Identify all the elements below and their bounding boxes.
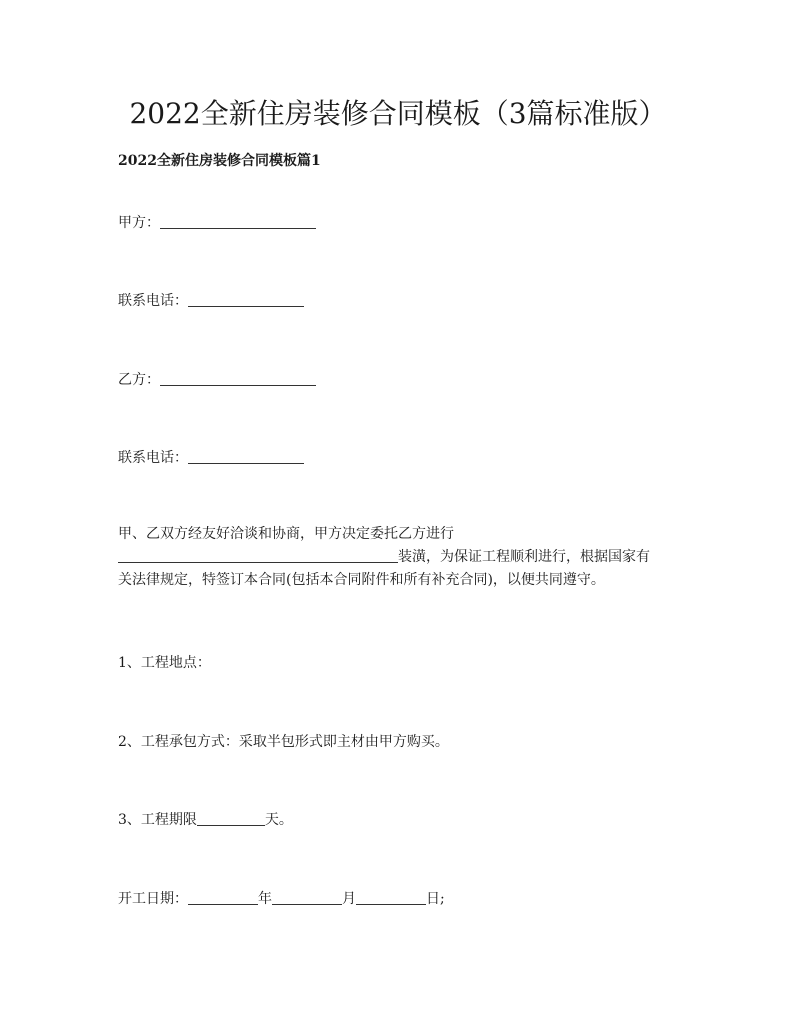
day-blank[interactable] [356,890,426,905]
party-a-phone-line [118,290,304,310]
start-date-line [118,888,445,908]
item-3 [118,809,293,829]
start-date-label: 开工日期： [118,891,188,907]
party-a-blank[interactable] [160,214,316,229]
intro-line-1: 甲、乙双方经友好洽谈和协商，甲方决定委托乙方进行 [118,526,454,542]
month-label: 月 [342,891,356,907]
party-a-line [118,212,316,232]
year-blank[interactable] [188,890,258,905]
item-3-suffix: 天。 [264,812,293,828]
item-1: 1、工程地点： [118,655,211,671]
party-b-phone-blank[interactable] [188,449,304,464]
intro-line-2 [118,546,698,569]
day-label: 日; [426,891,445,907]
intro-line-3: 关法律规定，特签订本合同(包括本合同附件和所有补充合同)，以便共同遵守。 [118,572,605,588]
item-3-label: 3、工程期限 [118,812,197,828]
party-b-phone-label: 联系电话： [118,450,188,466]
party-a-label: 甲方： [118,215,160,231]
section-subtitle: 2022全新住房装修合同模板篇1 [118,153,321,169]
party-b-blank[interactable] [160,371,316,386]
duration-blank[interactable] [197,811,265,826]
intro-paragraph [118,523,698,592]
month-blank[interactable] [272,890,342,905]
item-2: 2、工程承包方式：采取半包形式即主材由甲方购买。 [118,734,449,750]
party-b-line [118,369,316,389]
document-title: 2022全新住房装修合同模板（3篇标准版） [129,97,667,130]
party-b-label: 乙方： [118,372,160,388]
project-blank[interactable] [118,548,398,563]
party-a-phone-blank[interactable] [188,292,304,307]
party-b-phone-line [118,447,304,467]
intro-line-2-text: 装潢，为保证工程顺利进行，根据国家有 [398,549,650,565]
party-a-phone-label: 联系电话： [118,293,188,309]
year-label: 年 [258,891,272,907]
